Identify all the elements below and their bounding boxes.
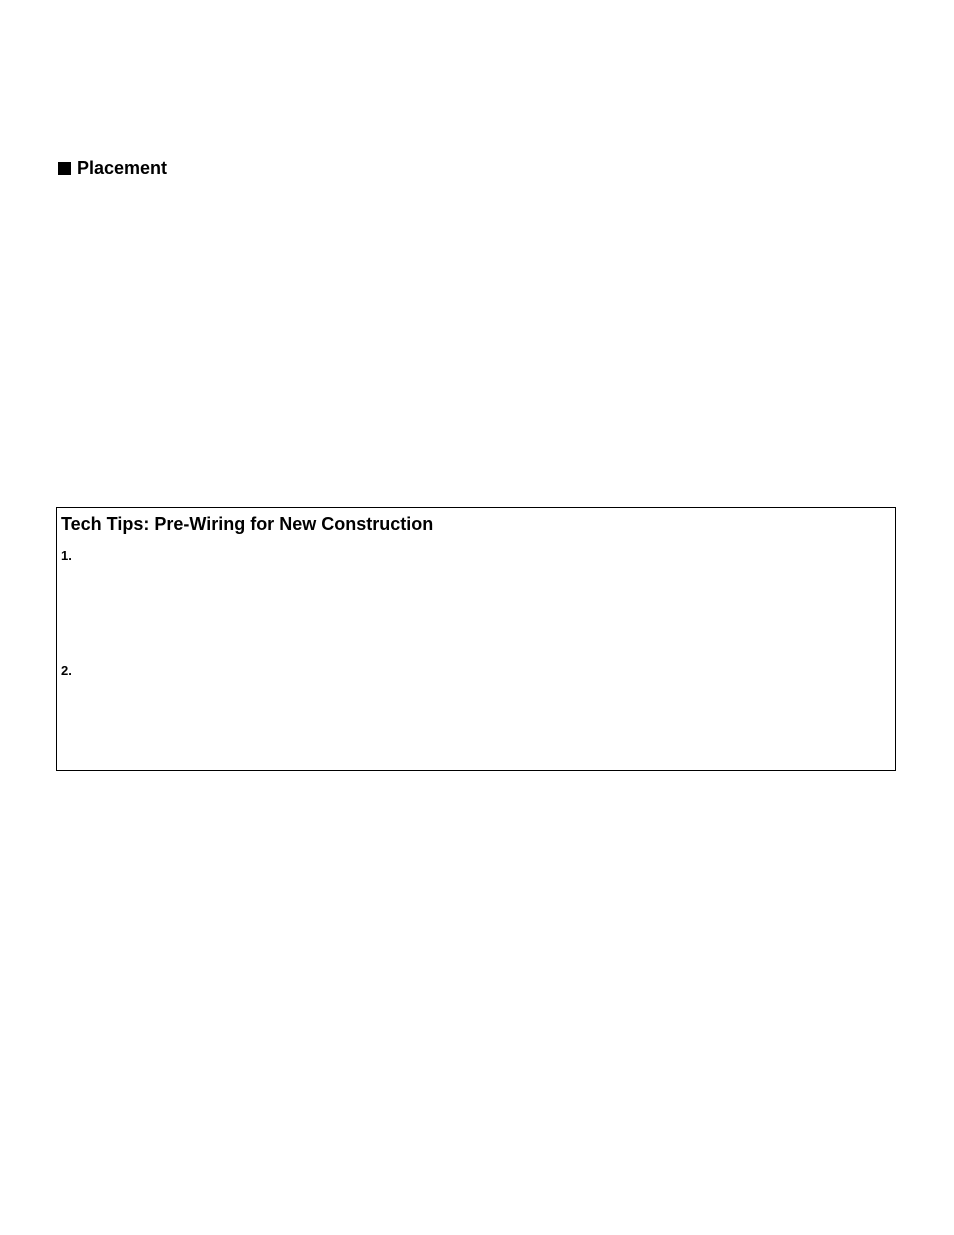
section-heading-text: Placement — [77, 158, 168, 178]
tech-tip-number-2: 2. — [61, 663, 72, 678]
tech-tips-title: Tech Tips: Pre-Wiring for New Construction — [61, 514, 434, 534]
tech-tips-box — [56, 507, 896, 771]
section-heading — [58, 157, 167, 179]
tech-tip-number-1: 1. — [61, 548, 72, 563]
black-square-icon — [58, 162, 71, 175]
